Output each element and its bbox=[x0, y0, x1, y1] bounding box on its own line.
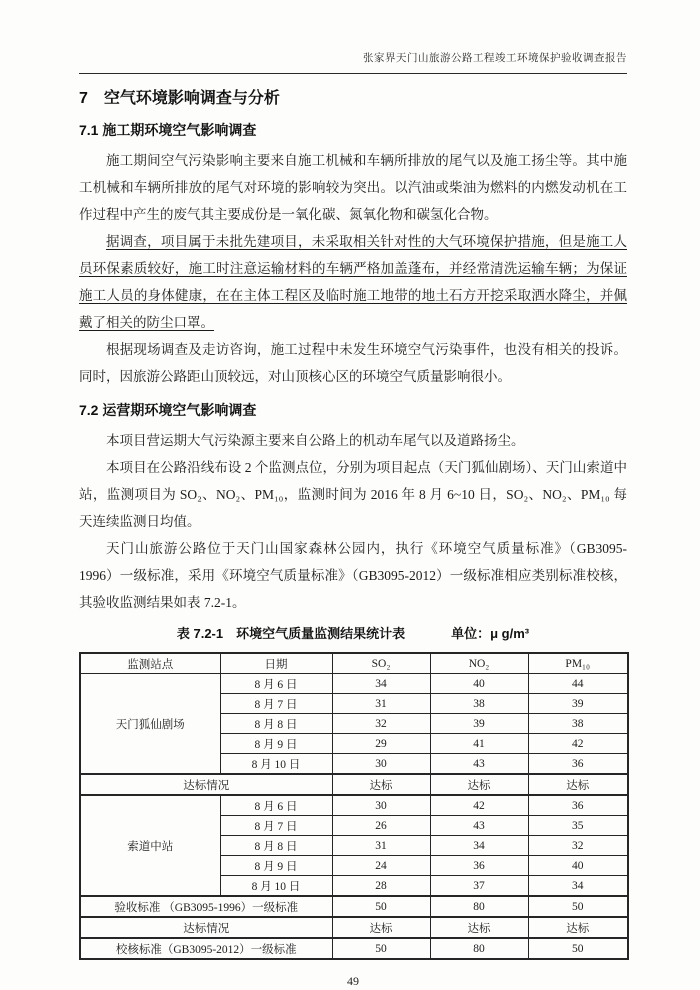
date-cell: 8 月 10 日 bbox=[220, 876, 332, 897]
table-header-row bbox=[80, 653, 628, 674]
paragraph-construction-sources: 施工期间空气污染影响主要来自施工机械和车辆所排放的尾气以及施工扬尘等。其中施工机械和车辆所排放的尾气对环境的影响较为突出。以汽油或柴油为燃料的内燃发动机在工作过程中产生的废气其主要成份是一氧化碳、氮氧化物和碳氢化合物。 bbox=[79, 153, 627, 222]
no2-cell: 40 bbox=[430, 674, 528, 694]
running-header bbox=[79, 52, 627, 74]
date-cell: 8 月 8 日 bbox=[220, 714, 332, 734]
no2-cell: 37 bbox=[430, 876, 528, 897]
station1-name-cell: 天门狐仙剧场 bbox=[80, 674, 220, 775]
running-header-title: 张家界天门山旅游公路工程竣工环境保护验收调查报告 bbox=[363, 53, 627, 64]
standard-label-cell: 验收标准 （GB3095-1996）一级标准 bbox=[80, 896, 332, 917]
pm10-cell: 38 bbox=[528, 714, 628, 734]
so2-cell: 32 bbox=[332, 714, 430, 734]
so2-cell: 30 bbox=[332, 795, 430, 816]
no2-cell: 41 bbox=[430, 734, 528, 754]
paragraph-no-pollution-events: 根据现场调查及走访咨询，施工过程中未发生环境空气污染事件，也没有相关的投诉。同时，因旅游公路距山顶较远，对山顶核心区的环境空气质量影响很小。 bbox=[79, 342, 627, 384]
so2-cell: 30 bbox=[332, 754, 430, 775]
no2-cell: 43 bbox=[430, 816, 528, 836]
no2-cell: 达标 bbox=[430, 774, 528, 795]
pm10-cell: 42 bbox=[528, 734, 628, 754]
table-caption-title: 表 7.2-1 环境空气质量监测结果统计表 bbox=[176, 626, 406, 641]
col-header-station: 监测站点 bbox=[80, 653, 220, 674]
date-cell: 8 月 6 日 bbox=[220, 795, 332, 816]
pm10-cell: 39 bbox=[528, 694, 628, 714]
section-7-2-heading: 7.2 运营期环境空气影响调查 bbox=[79, 402, 257, 418]
pm10-cell: 达标 bbox=[528, 917, 628, 938]
col-header-no2: NO₂ bbox=[430, 653, 528, 674]
pm10-cell: 50 bbox=[528, 896, 628, 917]
no2-cell: 39 bbox=[430, 714, 528, 734]
page-number: 49 bbox=[347, 974, 359, 988]
paragraph-standards: 天门山旅游公路位于天门山国家森林公园内，执行《环境空气质量标准》（GB3095-1996）一级标准，采用《环境空气质量标准》（GB3095-2012）一级标准相应类别标准校核，其验收监测结果如表 7.2-1。 bbox=[79, 541, 627, 610]
pm10-cell: 35 bbox=[528, 816, 628, 836]
pm10-cell: 36 bbox=[528, 795, 628, 816]
date-cell: 8 月 8 日 bbox=[220, 836, 332, 856]
date-cell: 8 月 6 日 bbox=[220, 674, 332, 694]
standard-label-cell: 校核标准（GB3095-2012）一级标准 bbox=[80, 938, 332, 959]
station2-name-cell: 索道中站 bbox=[80, 795, 220, 896]
so2-cell: 达标 bbox=[332, 774, 430, 795]
no2-cell: 80 bbox=[430, 938, 528, 959]
col-header-pm10: PM₁₀ bbox=[528, 653, 628, 674]
so2-cell: 50 bbox=[332, 896, 430, 917]
compliance-row bbox=[80, 774, 628, 795]
no2-cell: 34 bbox=[430, 836, 528, 856]
col-header-so2: SO₂ bbox=[332, 653, 430, 674]
pm10-cell: 达标 bbox=[528, 774, 628, 795]
so2-cell: 28 bbox=[332, 876, 430, 897]
pm10-cell: 44 bbox=[528, 674, 628, 694]
so2-cell: 26 bbox=[332, 816, 430, 836]
so2-cell: 31 bbox=[332, 836, 430, 856]
no2-cell: 38 bbox=[430, 694, 528, 714]
compliance-label-cell: 达标情况 bbox=[80, 917, 332, 938]
acceptance-standard-row bbox=[80, 896, 628, 917]
pm10-cell: 40 bbox=[528, 856, 628, 876]
no2-cell: 达标 bbox=[430, 917, 528, 938]
compliance-row bbox=[80, 917, 628, 938]
so2-cell: 24 bbox=[332, 856, 430, 876]
so2-cell: 34 bbox=[332, 674, 430, 694]
station1-row bbox=[80, 674, 628, 694]
section-7-1-heading: 7.1 施工期环境空气影响调查 bbox=[79, 122, 257, 138]
no2-cell: 80 bbox=[430, 896, 528, 917]
section-7-heading: 7 空气环境影响调查与分析 bbox=[79, 90, 280, 107]
paragraph-operation-sources: 本项目营运期大气污染源主要来自公路上的机动车尾气以及道路扬尘。 bbox=[106, 433, 525, 448]
date-cell: 8 月 7 日 bbox=[220, 694, 332, 714]
so2-cell: 达标 bbox=[332, 917, 430, 938]
table-caption bbox=[79, 624, 627, 644]
table-caption-unit: 单位：μ g/m³ bbox=[451, 626, 530, 641]
check-standard-row bbox=[80, 938, 628, 959]
date-cell: 8 月 9 日 bbox=[220, 856, 332, 876]
no2-cell: 43 bbox=[430, 754, 528, 775]
air-quality-monitoring-table bbox=[79, 652, 629, 960]
compliance-label-cell: 达标情况 bbox=[80, 774, 332, 795]
so2-cell: 50 bbox=[332, 938, 430, 959]
pm10-cell: 34 bbox=[528, 876, 628, 897]
col-header-date: 日期 bbox=[220, 653, 332, 674]
date-cell: 8 月 9 日 bbox=[220, 734, 332, 754]
so2-cell: 29 bbox=[332, 734, 430, 754]
paragraph-underlined-survey: 据调查，项目属于未批先建项目，未采取相关针对性的大气环境保护措施，但是施工人员环保素质较好，施工时注意运输材料的车辆严格加盖蓬布，并经常清洗运输车辆；为保证施工人员的身体健康，在在主体工程区及临时施工地带的地土石方开挖采取洒水降尘，并佩戴了相关的防尘口罩。 bbox=[79, 234, 627, 330]
paragraph-monitoring-points: 本项目在公路沿线布设 2 个监测点位，分别为项目起点（天门狐仙剧场）、天门山索道中站，监测项目为 SO₂、NO₂、PM₁₀，监测时间为 2016 年 8 月 6~10 日，SO₂、NO₂、PM₁₀ 每天连续监测日均值。 bbox=[79, 460, 627, 529]
so2-cell: 31 bbox=[332, 694, 430, 714]
pm10-cell: 50 bbox=[528, 938, 628, 959]
no2-cell: 42 bbox=[430, 795, 528, 816]
date-cell: 8 月 10 日 bbox=[220, 754, 332, 775]
pm10-cell: 32 bbox=[528, 836, 628, 856]
pm10-cell: 36 bbox=[528, 754, 628, 775]
date-cell: 8 月 7 日 bbox=[220, 816, 332, 836]
no2-cell: 36 bbox=[430, 856, 528, 876]
station2-row bbox=[80, 795, 628, 816]
